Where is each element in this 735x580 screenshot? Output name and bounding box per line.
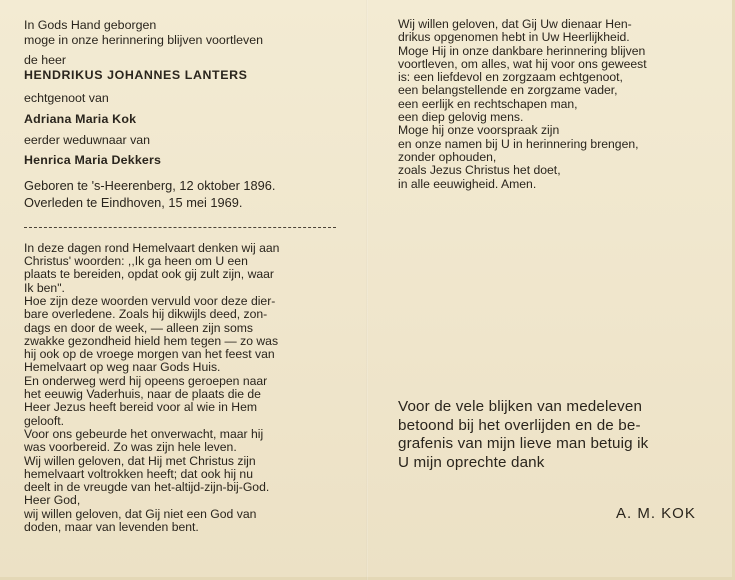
memorial-line: Hemelvaart op weg naar Gods Huis. [24, 360, 221, 375]
memorial-line: hij ook op de vroege morgen van het feest van [24, 347, 275, 362]
memorial-line: Wij willen geloven, dat Hij met Christus zijn [24, 453, 256, 468]
spouse-name: Adriana Maria Kok [24, 111, 137, 126]
deceased-name: HENDRIKUS JOHANNES LANTERS [24, 67, 248, 82]
memorial-line: het eeuwig Vaderhuis, naar de plaats die de [24, 387, 261, 402]
memorial-line: doden, maar van levenden bent. [24, 519, 199, 534]
memorial-line: Heer God, [24, 493, 81, 508]
thanks-line: grafenis van mijn lieve man betuig ik [398, 435, 649, 453]
thanks-line: Voor de vele blijken van medeleven [398, 398, 643, 415]
memorial-line: Christus' woorden: ,,Ik ga heen om U een [24, 254, 248, 269]
prayer-line: voortleven, om alles, wat hij voor ons geweest [398, 56, 647, 71]
prayer-line: in alle eeuwigheid. Amen. [398, 176, 537, 191]
memorial-line: Hoe zijn deze woorden vervuld voor deze dier- [24, 293, 276, 308]
thanks-note [398, 398, 708, 472]
memorial-line: bare overledene. Zoals hij dikwijls deed, zon- [24, 307, 268, 322]
prayer-line: zoals Jezus Christus het doet, [398, 163, 561, 178]
former-spouse-name: Henrica Maria Dekkers [24, 153, 162, 168]
prayer-line: Moge hij onze voorspraak zijn [398, 123, 560, 138]
memorial-line: wij willen geloven, dat Gij niet een God van [24, 506, 257, 521]
memorial-line: dags en door de week, — alleen zijn soms [24, 320, 253, 335]
prayer-line: een eerlijk en rechtschapen man, [398, 96, 578, 111]
divider [24, 227, 336, 228]
prayer-line: een belangstellende en zorgzame vader, [398, 83, 618, 98]
signature: A. M. KOK [616, 505, 696, 522]
intro-line-1: In Gods Hand geborgen [24, 18, 157, 32]
prayer-line: drikus opgenomen hebt in Uw Heerlijkheid. [398, 30, 630, 45]
prayer-line: en onze namen bij U in herinnering brengen, [398, 136, 639, 151]
memorial-line: was voorbereid. Zo was zijn hele leven. [24, 440, 237, 455]
thanks-line: U mijn oprechte dank [398, 453, 545, 471]
prayer-line: is: een liefdevol en zorgzaam echtgenoot, [398, 70, 623, 85]
memorial-line: Voor ons gebeurde het onverwacht, maar hij [24, 426, 264, 441]
right-page-prayer [398, 18, 708, 191]
prayer-line: Moge Hij in onze dankbare herinnering blijven [398, 43, 646, 58]
memorial-line: In deze dagen rond Hemelvaart denken wij aan [24, 240, 280, 255]
memorial-line: Ik ben". [24, 280, 65, 295]
memorial-line: zwakke gezondheid hield hem tegen — zo was [24, 333, 279, 348]
prayer-line: een diep gelovig mens. [398, 110, 524, 125]
memorial-line: deelt in de vreugde van het-altijd-zijn-bij-God. [24, 480, 270, 495]
death-line: Overleden te Eindhoven, 15 mei 1969. [24, 194, 243, 210]
memorial-line: Heer Jezus heeft bereid voor al wie in Hem [24, 400, 258, 415]
memorial-line: hemelvaart voltrokken heeft; dat ook hij nu [24, 466, 253, 481]
former-label: eerder weduwnaar van [24, 132, 151, 147]
memorial-text [24, 242, 336, 535]
prayer-line: Wij willen geloven, dat Gij Uw dienaar Hen- [398, 17, 632, 31]
spouse-label: echtgenoot van [24, 91, 109, 106]
left-page [24, 18, 336, 534]
intro-line-2: moge in onze herinnering blijven voortleven [24, 32, 264, 47]
birth-line: Geboren te 's-Heerenberg, 12 oktober 1896. [24, 177, 276, 193]
card-fold [366, 0, 368, 580]
prayer-line: zonder ophouden, [398, 149, 497, 164]
memorial-line: En onderweg werd hij opeens geroepen naar [24, 373, 268, 388]
thanks-line: betoond bij het overlijden en de be- [398, 416, 641, 434]
memorial-line: gelooft. [24, 413, 64, 428]
memorial-line: plaats te bereiden, opdat ook gij zult zijn, waar [24, 267, 274, 282]
intro-line-3: de heer [24, 53, 67, 68]
